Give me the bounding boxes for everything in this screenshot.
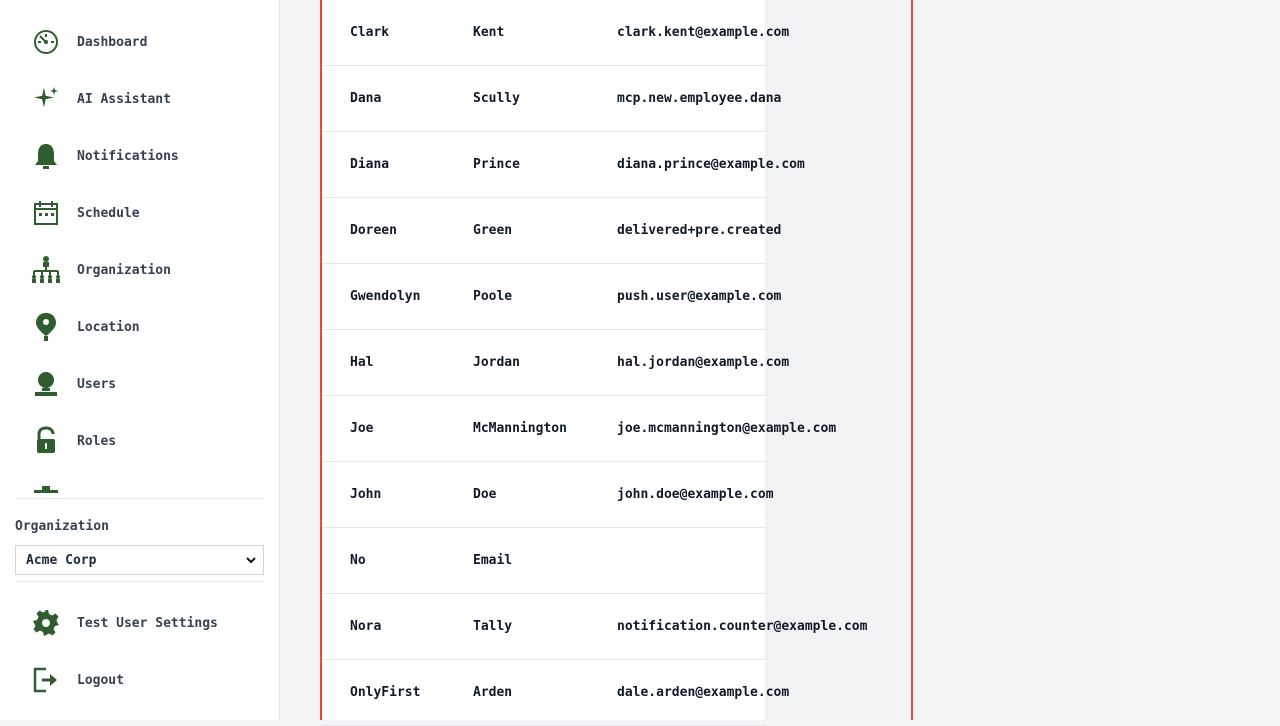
sidebar-item-label: Schedule <box>77 205 140 221</box>
first-name-cell: John <box>350 487 382 502</box>
sidebar-item-label: Users <box>77 376 117 392</box>
table-row[interactable] <box>322 264 782 330</box>
gear-icon <box>30 607 62 639</box>
last-name-cell: Scully <box>473 91 520 106</box>
email-cell: dale.arden@example.com <box>617 685 790 700</box>
email-cell: clark.kent@example.com <box>617 25 790 40</box>
chevron-down-icon <box>245 554 257 570</box>
first-name-cell: Dana <box>350 91 382 106</box>
first-name-cell: Doreen <box>350 223 397 238</box>
email-cell: joe.mcmannington@example.com <box>617 421 837 436</box>
email-cell: mcp.new.employee.dana <box>617 91 782 106</box>
sidebar-item-label: Roles <box>77 433 117 449</box>
last-name-cell: Jordan <box>473 355 520 370</box>
last-name-cell: Email <box>473 553 513 568</box>
sidebar-item-logout[interactable] <box>15 656 265 704</box>
unlock-icon <box>30 425 62 457</box>
sidebar-nav <box>0 0 280 492</box>
calendar-icon <box>30 197 62 229</box>
email-cell: diana.prince@example.com <box>617 157 805 172</box>
org-chart-icon <box>30 254 62 286</box>
sidebar-item-label: Test User Settings <box>77 615 218 631</box>
sidebar-item-organization[interactable] <box>15 246 265 294</box>
email-cell: hal.jordan@example.com <box>617 355 790 370</box>
organization-select-value: Acme Corp <box>26 552 97 568</box>
sidebar-item-dashboard[interactable] <box>15 18 265 66</box>
sidebar-item-label: Dashboard <box>77 34 148 50</box>
sidebar-item-notifications[interactable] <box>15 132 265 180</box>
table-row[interactable] <box>322 330 790 396</box>
last-name-cell: McMannington <box>473 421 567 436</box>
sidebar-divider <box>15 581 264 582</box>
users-table <box>320 0 868 720</box>
first-name-cell: Diana <box>350 157 390 172</box>
table-row[interactable] <box>322 396 837 462</box>
last-name-cell: Doe <box>473 487 497 502</box>
first-name-cell: Hal <box>350 355 374 370</box>
email-cell: push.user@example.com <box>617 289 782 304</box>
table-row[interactable] <box>322 594 868 660</box>
sidebar-item-users[interactable] <box>15 360 265 408</box>
sidebar-item-label: Logout <box>77 672 124 688</box>
highlight-border <box>911 0 913 720</box>
sparkle-icon <box>30 83 62 115</box>
location-pin-icon <box>30 311 62 343</box>
sidebar-item-location[interactable] <box>15 303 265 351</box>
table-row[interactable] <box>322 132 805 198</box>
table-row[interactable] <box>322 66 782 132</box>
sidebar-item-roles[interactable] <box>15 417 265 465</box>
table-row[interactable] <box>322 528 767 594</box>
content-background <box>765 0 1280 720</box>
first-name-cell: OnlyFirst <box>350 685 421 700</box>
table-row[interactable] <box>322 462 774 528</box>
email-cell: delivered+pre.created <box>617 223 782 238</box>
first-name-cell: Nora <box>350 619 382 634</box>
sidebar-item-ai-assistant[interactable] <box>15 75 265 123</box>
sidebar-item-schedule[interactable] <box>15 189 265 237</box>
last-name-cell: Kent <box>473 25 505 40</box>
first-name-cell: Gwendolyn <box>350 289 421 304</box>
table-row[interactable] <box>322 660 790 726</box>
email-cell: notification.counter@example.com <box>617 619 868 634</box>
user-icon <box>30 368 62 400</box>
email-cell: john.doe@example.com <box>617 487 774 502</box>
table-row[interactable] <box>322 198 782 264</box>
table-row[interactable] <box>322 0 790 66</box>
first-name-cell: Joe <box>350 421 374 436</box>
sidebar-item-test-user-settings[interactable] <box>15 599 265 647</box>
sidebar-item-label: Organization <box>77 262 171 278</box>
sidebar-item-label: Location <box>77 319 140 335</box>
last-name-cell: Prince <box>473 157 520 172</box>
sidebar <box>0 0 280 720</box>
dashboard-icon <box>30 26 62 58</box>
organization-select[interactable] <box>15 545 264 575</box>
first-name-cell: No <box>350 553 366 568</box>
organization-label: Organization <box>15 519 109 534</box>
bell-icon <box>30 140 62 172</box>
last-name-cell: Poole <box>473 289 513 304</box>
sidebar-item-label: AI Assistant <box>77 91 171 107</box>
last-name-cell: Green <box>473 223 513 238</box>
last-name-cell: Tally <box>473 619 513 634</box>
last-name-cell: Arden <box>473 685 513 700</box>
sidebar-divider <box>15 498 264 499</box>
first-name-cell: Clark <box>350 25 390 40</box>
sidebar-item-label: Notifications <box>77 148 179 164</box>
logout-icon <box>30 664 62 696</box>
